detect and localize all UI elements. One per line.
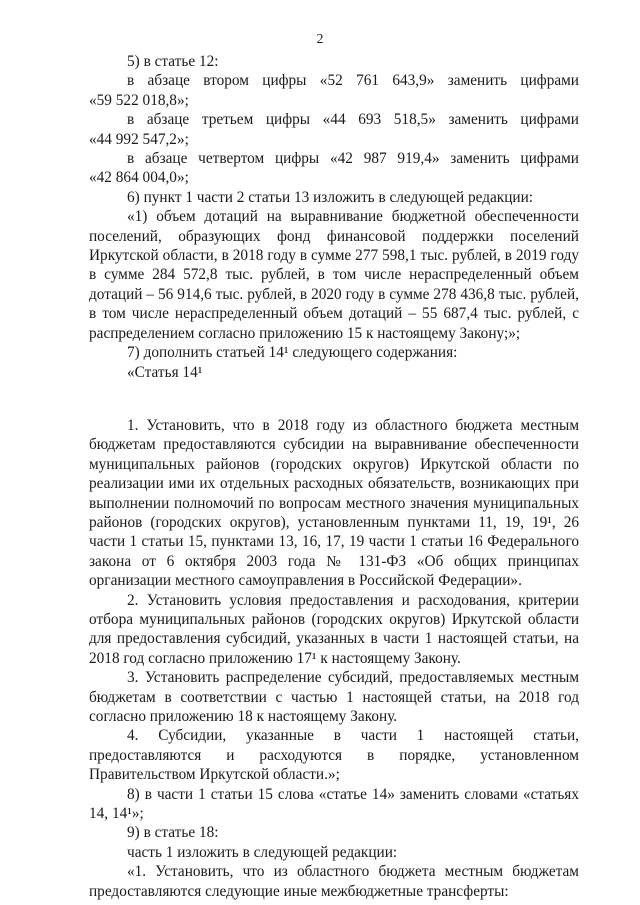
paragraph: 8) в части 1 статьи 15 слова «статье 14» заменить словами «статьях 14, 14¹»;	[89, 785, 579, 823]
paragraph: 7) дополнить статьей 14¹ следующего содержания:	[127, 344, 458, 362]
paragraph: в абзаце четвертом цифры «42 987 919,4» заменить цифрами	[127, 150, 579, 168]
paragraph: «1) объем дотаций на выравнивание бюджетной обеспеченности поселений, образующих фонд финансовой поддержки поселений Иркутской области, в 2018 году в сумме 277 598,1 тыс. рублей, в 2019 году в сумме 284 572,8 тыс. рублей, в том числе нераспределенный объем дотаций – 56 914,6 тыс. рублей, в 2020 году в сумме 278 436,8 тыс. рублей, в том числе нераспределенный объем дотаций – 55 687,4 тыс. рублей, с распределением согласно приложению 15 к настоящему Закону;»;	[89, 208, 579, 342]
paragraph: в абзаце втором цифры «52 761 643,9» заменить цифрами	[127, 72, 579, 90]
paragraph: «59 522 018,8»;	[89, 91, 189, 109]
paragraph: 1. Установить, что в 2018 году из областного бюджета местным бюджетам предоставляются субсидии на выравнивание обеспеченности муниципальных районов (городских округов) Иркутской области по реализации ими их отдельных расходных обязательств, возникающих при выполнении полномочий по вопросам местного значения муниципальных районов (городских округов), установленным пунктами 11, 19, 19¹, 26 части 1 статьи 15, пунктами 13, 16, 17, 19 части 1 статьи 16 Федерального закона от 6 октября 2003 года № 131-ФЗ «Об общих принципах организации местного самоуправления в Российской Федерации».	[89, 416, 579, 590]
paragraph: «Статья 14¹	[127, 363, 203, 381]
paragraph: 6) пункт 1 части 2 статьи 13 изложить в следующей редакции:	[127, 188, 534, 206]
paragraph: часть 1 изложить в следующей редакции:	[127, 843, 398, 861]
paragraph: 4. Субсидии, указанные в части 1 настоящей статьи, предоставляются и расходуются в порядке, установленном Правительством Иркутской области.»;	[89, 727, 579, 784]
document-body	[89, 52, 579, 901]
page-number: 2	[316, 32, 324, 47]
paragraph: «1. Установить, что из областного бюджета местным бюджетам предоставляются следующие иные межбюджетные трансферты:	[89, 863, 579, 900]
paragraph: «42 864 004,0»;	[89, 169, 189, 187]
paragraph: в абзаце третьем цифры «44 693 518,5» заменить цифрами	[127, 111, 579, 129]
paragraph: «44 992 547,2»;	[89, 130, 189, 148]
paragraph: 3. Установить распределение субсидий, предоставляемых местным бюджетам в соответствии с частью 1 настоящей статьи, на 2018 год согласно приложению 18 к настоящему Закону.	[89, 669, 579, 725]
paragraph: 9) в статье 18:	[127, 824, 219, 842]
paragraph: 2. Установить условия предоставления и расходования, критерии отбора муниципальных районов (городских округов) Иркутской области для предоставления субсидий, указанных в части 1 настоящей статьи, на 2018 год согласно приложению 17¹ к настоящему Закону.	[89, 591, 579, 667]
paragraph: 5) в статье 12:	[127, 53, 219, 70]
section-gap	[89, 382, 579, 416]
